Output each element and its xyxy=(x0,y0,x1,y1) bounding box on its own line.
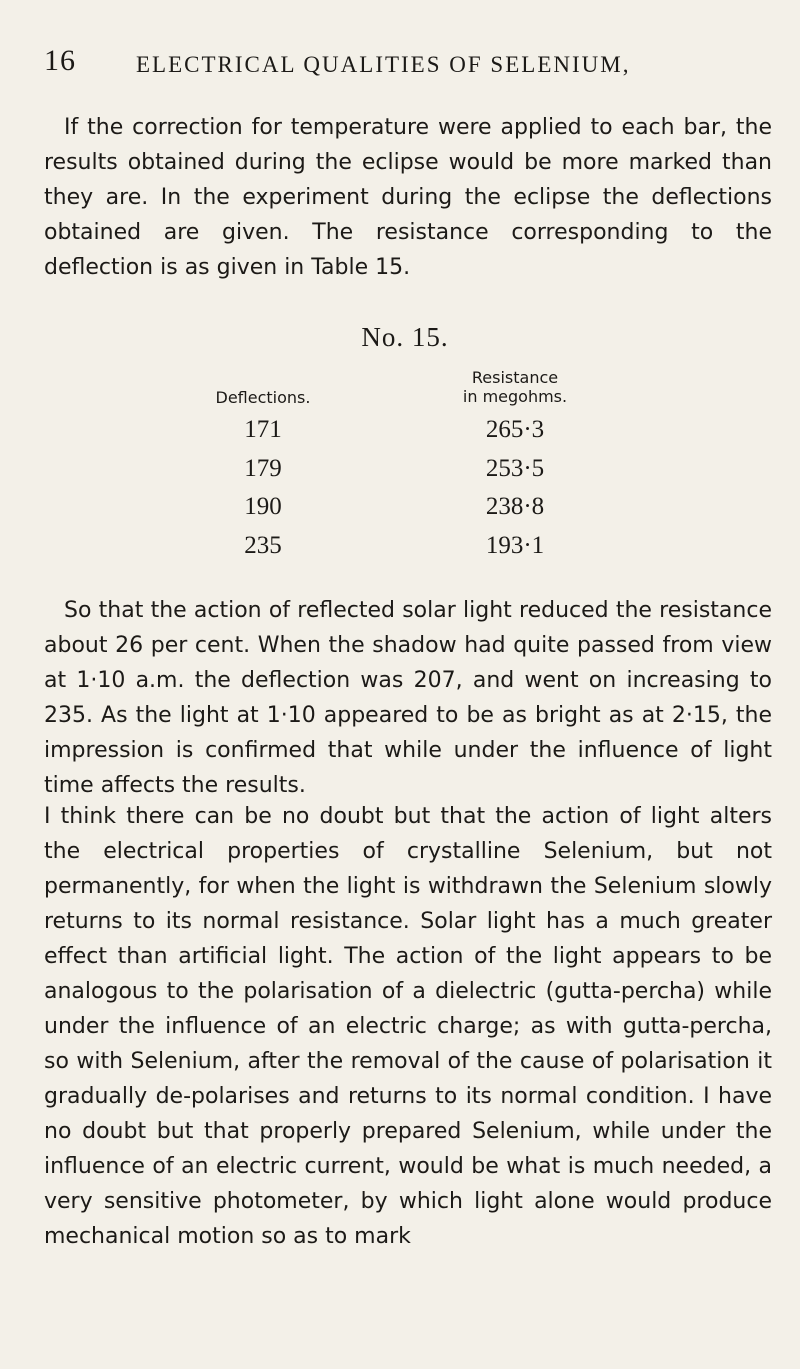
running-title: ELECTRICAL QUALITIES OF SELENIUM, xyxy=(136,52,631,77)
paragraph-results: So that the action of reflected solar light reduced the resistance about 26 per cent. When the shadow had quite passed from view at 1·10 a.m. the deflection was 207, and went on increasing to 235. As the light at 1·10 appeared to be as bright as at 2·15, the impression is confirmed that while under the influence of light time affects the results. xyxy=(44,598,772,798)
column-header-resistance-line1: Resistance xyxy=(471,368,559,387)
page-number: 16 xyxy=(44,44,76,77)
table-cell-resistance: 238·8 xyxy=(485,493,545,520)
table-cell-deflection: 171 xyxy=(244,416,282,443)
table-cell-deflection: 235 xyxy=(244,532,282,559)
paragraph-intro: If the correction for temperature were applied to each bar, the results obtained during the eclipse would be more marked than they are. In the experiment during the eclipse the deflections obtained are given. The resistance corresponding to the deflection is as given in Table 15. xyxy=(44,115,772,280)
paragraph-conclusion: I think there can be no doubt but that the action of light alters the electrical properties of crystalline Selenium, but not permanently, for when the light is withdrawn the Selenium slowly returns to its normal resistance. Solar light has a much greater effect than artificial light. The action of the light appears to be analogous to the polarisation of a dielectric (gutta-percha) while under the influence of an electric charge; as with gutta-percha, so with Selenium, after the removal of the cause of polarisation it gradually de-polarises and returns to its normal condition. I have no doubt but that properly prepared Selenium, while under the influence of an electric current, would be what is much needed, a very sensitive photometer, by which light alone would produce mechanical motion so as to mark xyxy=(44,804,772,1249)
column-header-deflections: Deflections. xyxy=(215,388,311,407)
column-header-resistance-line2: in megohms. xyxy=(462,387,568,406)
page-header xyxy=(44,44,764,84)
table-cell-resistance: 253·5 xyxy=(485,455,545,482)
table-title: No. 15. xyxy=(361,322,449,352)
table-cell-deflection: 190 xyxy=(244,493,282,520)
table-cell-deflection: 179 xyxy=(244,455,282,482)
column-header-resistance xyxy=(440,368,590,406)
table-cell-resistance: 193·1 xyxy=(485,532,545,559)
table-cell-resistance: 265·3 xyxy=(485,416,545,443)
